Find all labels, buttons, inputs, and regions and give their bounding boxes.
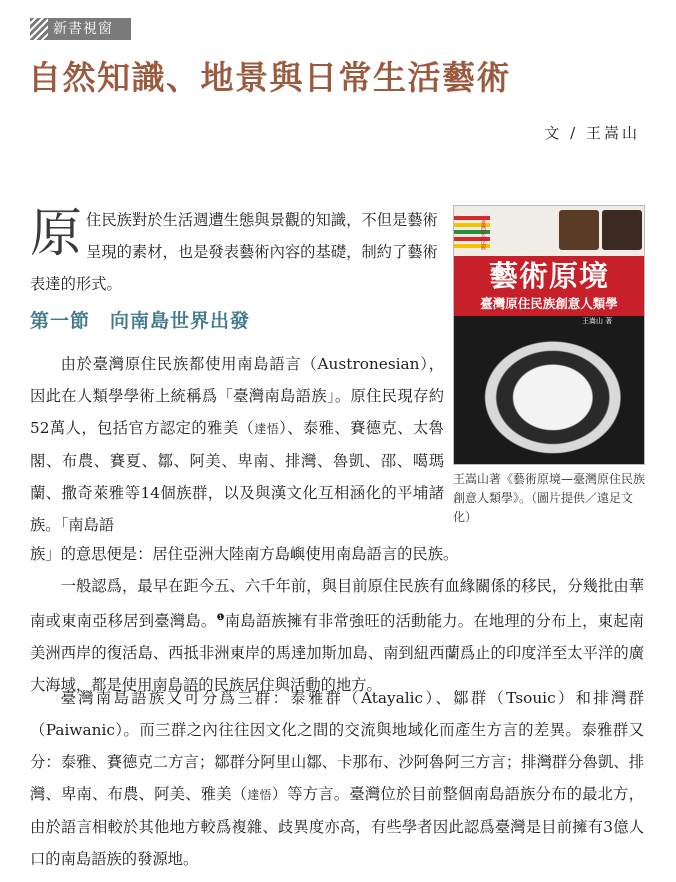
paragraph-4 [30,682,644,875]
intro-paragraph [30,204,440,300]
cover-title: 藝術原境 [488,259,609,293]
book-cover-image [453,205,645,465]
article-title: 自然知識、地景與日常生活藝術 [28,58,511,97]
tag-label: 新書視窗 [53,21,113,37]
cover-subtitle: 臺灣原住民族創意人類學 [480,296,618,311]
cover-author: 王嵩山 著 [582,317,613,325]
paragraph-2: 族」的意思便是：居住亞洲大陸南方島嶼使用南島語言的民族。 [30,545,459,563]
byline: 文 / 王嵩山 [544,124,640,142]
paragraph-4-tao: 達悟 [247,788,272,802]
cover-face-illustration [454,316,644,464]
tag-stripes [30,18,48,40]
image-caption: 王嵩山著《藝術原境—臺灣原住民族創意人類學》。（圖片提供／遠足文化） [453,472,646,524]
paragraph-1-tao: 達悟 [254,422,280,436]
paragraph-4-text-a: 臺灣南島語族又可分爲三群：泰雅群（Atayalic）、鄒群（Tsouic）和排灣群（Paiwanic）。而三群之內往往因文化之間的交流與地域化而產生方言的差異。泰雅群又分：泰雅、賽德克二方言；鄒群分阿里山鄒、卡那布、沙阿魯阿三方言；排灣群分魯凱、排灣、卑南、布農、阿美、雅美（ [30,689,644,803]
column-tag [30,18,131,40]
cover-side-text: 臺灣原住民族 [480,220,486,250]
section-heading: 第一節 向南島世界出發 [30,310,251,332]
cover-artifact-photo [559,210,599,250]
paragraph-4-text-b: ）等方言。臺灣位於目前整個南島語族分布的最北方，由於語言相較於其他地方較爲複雜、歧異度亦高，有些學者因此認爲臺灣是目前擁有3億人口的南島語族的發源地。 [30,785,644,868]
cover-portrait-photo [602,210,642,250]
paragraph-1-text-a: 由於臺灣原住民族都使用南島語言（Austronesian），因此在人類學學術上統稱爲「臺灣南島語族」。原住民現存約52萬人，包括官方認定的雅美（ [30,355,444,437]
paragraph-3-text-a: 一般認爲，最早在距今五、六千年前，與目前原住民族有血緣關係的移民，分幾批由華南或東南亞移居到臺灣島。 [30,577,644,631]
paragraph-1-text-b: ）、泰雅、賽德克、太魯閣、布農、賽夏、鄒、阿美、卑南、排灣、魯凱、邵、噶瑪蘭、撒奇萊雅等14個族群，以及與漢文化互相涵化的平埔諸族。「南島語 [30,419,444,534]
footnote-marker: ❶ [216,613,225,623]
paragraph-3-text-b: 南島語族擁有非常強旺的活動能力。在地理的分布上，東起南美洲西岸的復活島、西抵非洲東岸的馬達加斯加島、南到紐西蘭爲止的印度洋至太平洋的廣大海域，都是使用南島語的民族居住與活動的地方。 [30,612,644,695]
paragraph-1 [30,348,444,541]
drop-cap: 原 [30,204,83,264]
intro-text: 住民族對於生活週遭生態與景觀的知識，不但是藝術呈現的素材，也是發表藝術內容的基礎，制約了藝術表達的形式。 [30,211,438,293]
